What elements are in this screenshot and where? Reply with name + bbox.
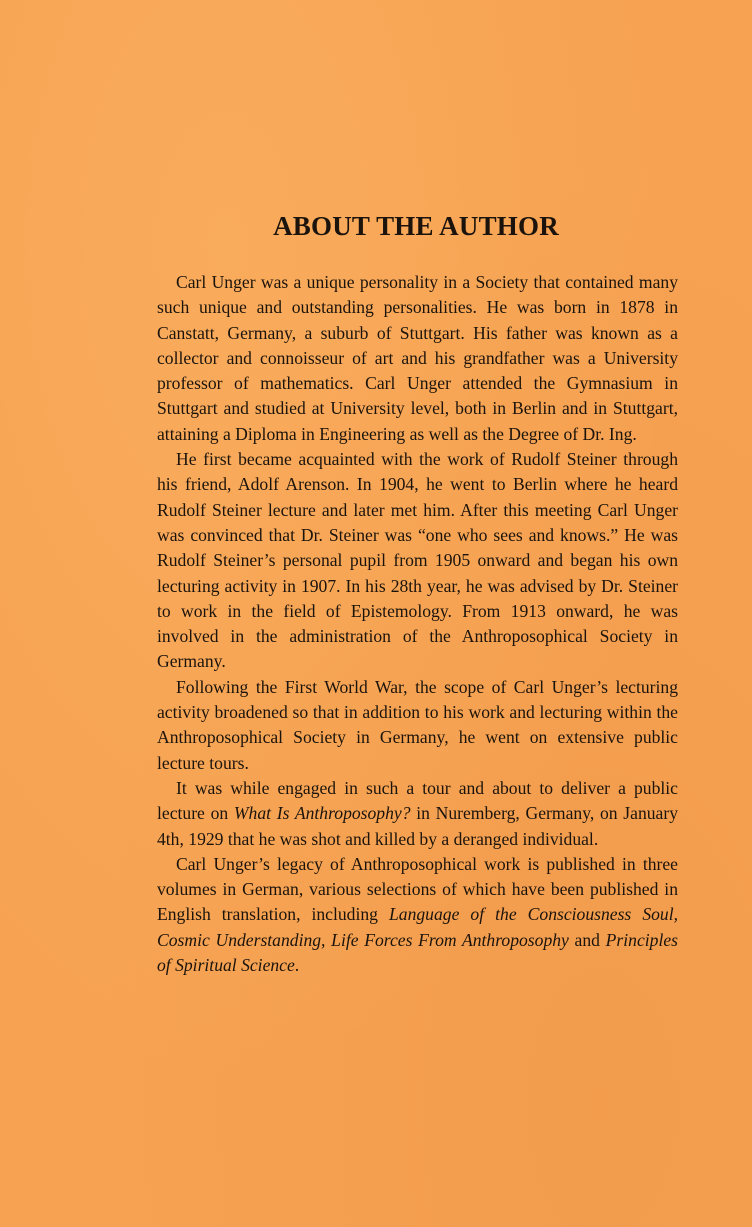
book-titles-list: Language of the Consciousness Soul, Cosmic Understanding, Life Forces From Anthroposophy bbox=[157, 904, 678, 950]
paragraph-5-text-a: Carl Unger’s legacy of Anthroposophical work is published in three volumes in German, various selections of which have been published in English translation, including bbox=[157, 853, 678, 925]
paragraph-3 bbox=[157, 675, 678, 776]
paragraph-4-text-a: It was while engaged in such a tour and about to deliver a public lecture on bbox=[157, 777, 678, 824]
paragraph-5-text-c: . bbox=[294, 955, 300, 976]
book-title-principles: Principles of Spiritual Science bbox=[157, 929, 678, 976]
paragraph-5-text-b: and bbox=[568, 929, 606, 950]
author-biography bbox=[157, 270, 678, 978]
paragraph-4-text-b: in Nuremberg, Germany, on January 4th, 1929 that he was shot and killed by a deranged individual. bbox=[157, 803, 679, 849]
paragraph-1-text: Carl Unger was a unique personality in a Society that contained many such unique and outstanding personalities. He was born in 1878 in Canstatt, Germany, a suburb of Stuttgart. His father was known as a collector and connoisseur of art and his grandfather was a University professor of mathematics. Carl Unger attended the Gymnasium in Stuttgart and studied at University level, both in Berlin and in Stuttgart, attaining a Diploma in Engineering as well as the Degree of Dr. Ing. bbox=[157, 272, 678, 444]
paragraph-3-text: Following the First World War, the scope of Carl Unger’s lecturing activity broadened so that in addition to his work and lecturing within the Anthroposophical Society in Germany, he went on extensive public lecture tours. bbox=[157, 676, 678, 773]
paragraph-5 bbox=[157, 852, 678, 978]
paragraph-2 bbox=[157, 447, 678, 675]
paragraph-1 bbox=[157, 270, 678, 447]
book-title-what-is-anthroposophy: What Is Anthroposophy? bbox=[233, 803, 411, 824]
paragraph-4 bbox=[157, 776, 678, 852]
page-title: ABOUT THE AUTHOR bbox=[273, 211, 559, 241]
paragraph-2-text: He first became acquainted with the work of Rudolf Steiner through his friend, Adolf Arenson. In 1904, he went to Berlin where he heard Rudolf Steiner lecture and later met him. After this meeting Carl Unger was convinced that Dr. Steiner was “one who sees and knows.” He was Rudolf Steiner’s personal pupil from 1905 onward and began his own lecturing activity in 1907. In his 28th year, he was advised by Dr. Steiner to work in the field of Epistemology. From 1913 onward, he was involved in the administration of the Anthroposophical Society in Germany. bbox=[157, 449, 678, 672]
